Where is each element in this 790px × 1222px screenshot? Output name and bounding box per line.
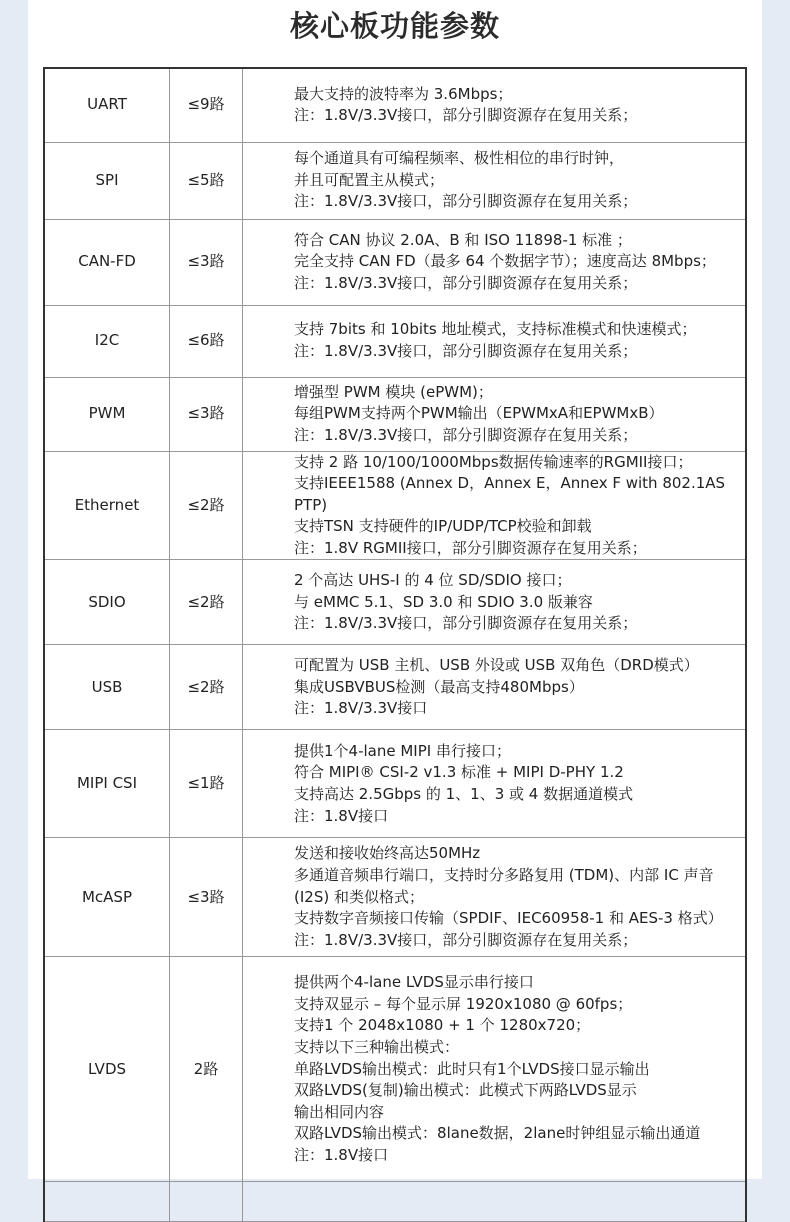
channel-count: ≤1路 — [170, 730, 243, 838]
channel-count — [170, 1182, 243, 1222]
interface-name: UART — [44, 68, 170, 142]
channel-count: ≤6路 — [170, 305, 243, 377]
interface-name: SPI — [44, 142, 170, 219]
interface-name: CAN-FD — [44, 219, 170, 305]
channel-count: ≤2路 — [170, 560, 243, 645]
interface-description — [243, 1182, 747, 1222]
interface-description: 支持 7bits 和 10bits 地址模式，支持标准模式和快速模式； 注：1.8V/3.3V接口，部分引脚资源存在复用关系； — [243, 305, 747, 377]
channel-count: 2路 — [170, 957, 243, 1182]
interface-name: SDIO — [44, 560, 170, 645]
interface-description: 提供1个4-lane MIPI 串行接口； 符合 MIPI® CSI-2 v1.3 标准 + MIPI D-PHY 1.2 支持高达 2.5Gbps 的 1、1、3 或 4 数据通道模式 注：1.8V接口 — [243, 730, 747, 838]
table-row — [44, 377, 746, 451]
channel-count: ≤3路 — [170, 838, 243, 957]
interface-name: USB — [44, 645, 170, 730]
table-row — [44, 142, 746, 219]
channel-count: ≤3路 — [170, 377, 243, 451]
interface-name: PWM — [44, 377, 170, 451]
interface-name: Ethernet — [44, 451, 170, 560]
table-row — [44, 957, 746, 1182]
channel-count: ≤2路 — [170, 451, 243, 560]
channel-count: ≤9路 — [170, 68, 243, 142]
interface-name: I2C — [44, 305, 170, 377]
table-row — [44, 730, 746, 838]
interface-description: 每个通道具有可编程频率、极性相位的串行时钟， 并且可配置主从模式； 注：1.8V/3.3V接口，部分引脚资源存在复用关系； — [243, 142, 747, 219]
table-row — [44, 560, 746, 645]
interface-description: 增强型 PWM 模块 (ePWM)； 每组PWM支持两个PWM输出（EPWMxA和EPWMxB） 注：1.8V/3.3V接口，部分引脚资源存在复用关系； — [243, 377, 747, 451]
interface-name: MIPI CSI — [44, 730, 170, 838]
spec-table — [43, 67, 747, 1222]
table-row — [44, 219, 746, 305]
table-row — [44, 451, 746, 560]
channel-count: ≤5路 — [170, 142, 243, 219]
interface-description: 最大支持的波特率为 3.6Mbps； 注：1.8V/3.3V接口，部分引脚资源存在复用关系； — [243, 68, 747, 142]
channel-count: ≤2路 — [170, 645, 243, 730]
channel-count: ≤3路 — [170, 219, 243, 305]
interface-description: 提供两个4-lane LVDS显示串行接口 支持双显示 – 每个显示屏 1920x1080 @ 60fps； 支持1 个 2048x1080 + 1 个 1280x720； 支持以下三种输出模式： 单路LVDS输出模式：此时只有1个LVDS接口显示输出 双路LVDS(复制)输出模式：此模式下两路LVDS显示 输出相同内容 双路LVDS输出模式：8lane数据，2lane时钟组显示输出通道 注：1.8V接口 — [243, 957, 747, 1182]
interface-name: LVDS — [44, 957, 170, 1182]
interface-description: 支持 2 路 10/100/1000Mbps数据传输速率的RGMII接口； 支持IEEE1588 (Annex D，Annex E，Annex F with 802.1AS PTP) 支持TSN 支持硬件的IP/UDP/TCP校验和卸载 注：1.8V RGMII接口，部分引脚资源存在复用关系； — [243, 451, 747, 560]
interface-name — [44, 1182, 170, 1222]
interface-description: 符合 CAN 协议 2.0A、B 和 ISO 11898-1 标准 ； 完全支持 CAN FD（最多 64 个数据字节）；速度高达 8Mbps； 注：1.8V/3.3V接口，部分引脚资源存在复用关系； — [243, 219, 747, 305]
interface-description: 可配置为 USB 主机、USB 外设或 USB 双角色（DRD模式） 集成USBVBUS检测（最高支持480Mbps） 注：1.8V/3.3V接口 — [243, 645, 747, 730]
interface-description: 2 个高达 UHS-I 的 4 位 SD/SDIO 接口； 与 eMMC 5.1、SD 3.0 和 SDIO 3.0 版兼容 注：1.8V/3.3V接口，部分引脚资源存在复用关系； — [243, 560, 747, 645]
table-row — [44, 1182, 746, 1222]
interface-description: 发送和接收始终高达50MHz 多通道音频串行端口，支持时分多路复用 (TDM)、内部 IC 声音 (I2S) 和类似格式； 支持数字音频接口传输（SPDIF、IEC60958-1 和 AES-3 格式） 注：1.8V/3.3V接口，部分引脚资源存在复用关系； — [243, 838, 747, 957]
page-title: 核心板功能参数 — [289, 9, 500, 43]
table-row — [44, 838, 746, 957]
table-row — [44, 305, 746, 377]
table-row — [44, 645, 746, 730]
table-row — [44, 68, 746, 142]
interface-name: McASP — [44, 838, 170, 957]
